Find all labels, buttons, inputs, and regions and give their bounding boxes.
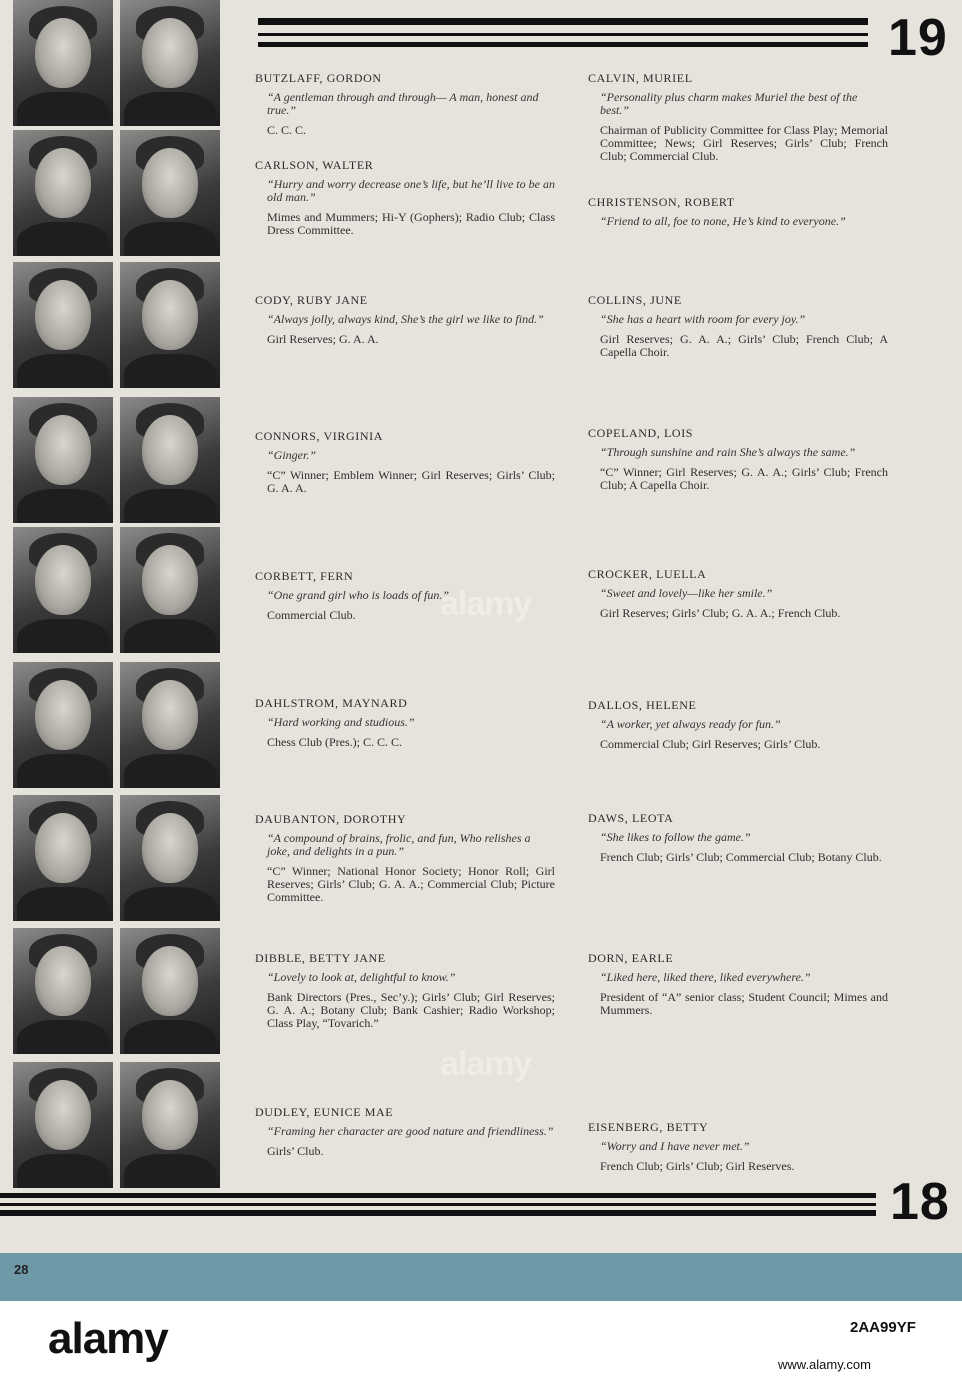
student-activities: President of “A” senior class; Student Council; Mimes and Mummers. xyxy=(600,990,888,1017)
student-name: BUTZLAFF, GORDON xyxy=(255,71,382,85)
student-portrait xyxy=(120,1062,220,1188)
student-entry xyxy=(255,1106,555,1158)
student-activities: “C” Winner; Girl Reserves; G. A. A.; Girls’ Club; French Club; A Capella Choir. xyxy=(600,465,888,492)
student-entry xyxy=(588,294,888,359)
student-portrait xyxy=(120,397,220,523)
student-quote: “A worker, yet always ready for fun.” xyxy=(600,717,781,731)
student-quote: “She has a heart with room for every joy.” xyxy=(600,312,806,326)
student-activities: “C” Winner; National Honor Society; Honor Roll; Girl Reserves; Girls’ Club; G. A. A.; Commercial Club; Picture Committee. xyxy=(267,864,555,904)
student-portrait xyxy=(13,130,113,256)
student-portrait xyxy=(120,130,220,256)
student-portrait xyxy=(13,262,113,388)
student-name: COPELAND, LOIS xyxy=(588,426,694,440)
student-name: CARLSON, WALTER xyxy=(255,158,374,172)
student-activities: Mimes and Mummers; Hi-Y (Gophers); Radio Club; Class Dress Committee. xyxy=(267,210,555,237)
student-activities: Bank Directors (Pres., Sec’y.); Girls’ Club; Girl Reserves; G. A. A.; Botany Club; Bank Cashier; Radio Workshop; Class Play, “Tovarich.” xyxy=(267,990,555,1030)
top-rule xyxy=(258,18,868,25)
top-rule xyxy=(258,33,868,36)
top-rule xyxy=(258,42,868,47)
student-portrait xyxy=(120,262,220,388)
student-entry xyxy=(255,159,555,237)
student-entry xyxy=(255,813,555,904)
student-activities: Chairman of Publicity Committee for Class Play; Memorial Committee; News; Girl Reserves; Girls’ Club; French Club; Commercial Club. xyxy=(600,123,888,163)
bottom-rule xyxy=(0,1203,876,1206)
page-number-bottom: 18 xyxy=(890,1173,950,1231)
student-portrait xyxy=(120,527,220,653)
student-portrait xyxy=(120,662,220,788)
student-activities: Girl Reserves; G. A. A.; Girls’ Club; French Club; A Capella Choir. xyxy=(600,332,888,359)
student-entry xyxy=(255,697,555,749)
student-portrait xyxy=(120,0,220,126)
student-name: DUDLEY, EUNICE MAE xyxy=(255,1105,394,1119)
student-name: CONNORS, VIRGINIA xyxy=(255,429,383,443)
student-portrait xyxy=(13,928,113,1054)
student-name: DAWS, LEOTA xyxy=(588,811,674,825)
student-entry xyxy=(588,568,888,620)
student-quote: “Liked here, liked there, liked everywhere.” xyxy=(600,970,811,984)
student-quote: “A gentleman through and through— A man, honest and true.” xyxy=(267,90,539,117)
student-entry xyxy=(588,427,888,492)
student-name: DALLOS, HELENE xyxy=(588,698,697,712)
student-quote: “Ginger.” xyxy=(267,448,317,462)
student-name: CHRISTENSON, ROBERT xyxy=(588,195,735,209)
student-entry xyxy=(255,430,555,495)
student-quote: “Personality plus charm makes Muriel the best of the best.” xyxy=(600,90,858,117)
student-quote: “She likes to follow the game.” xyxy=(600,830,751,844)
student-entry xyxy=(588,72,888,163)
student-quote: “Friend to all, foe to none, He’s kind to everyone.” xyxy=(600,214,846,228)
student-name: DIBBLE, BETTY JANE xyxy=(255,951,386,965)
watermark-logo: alamy xyxy=(440,1045,532,1083)
student-name: EISENBERG, BETTY xyxy=(588,1120,709,1134)
student-entry xyxy=(255,72,555,137)
student-activities: C. C. C. xyxy=(267,123,307,137)
student-quote: “Worry and I have never met.” xyxy=(600,1139,750,1153)
student-portrait xyxy=(120,928,220,1054)
student-entry xyxy=(588,812,888,864)
student-name: CROCKER, LUELLA xyxy=(588,567,707,581)
student-entry xyxy=(588,196,888,235)
watermark-logo: alamy xyxy=(440,585,532,623)
student-activities: Commercial Club; Girl Reserves; Girls’ Club. xyxy=(600,737,821,751)
student-activities: Girls’ Club. xyxy=(267,1144,324,1158)
student-name: CORBETT, FERN xyxy=(255,569,354,583)
student-name: DORN, EARLE xyxy=(588,951,674,965)
student-portrait xyxy=(13,527,113,653)
student-name: DAUBANTON, DOROTHY xyxy=(255,812,407,826)
student-activities: French Club; Girls’ Club; Commercial Club; Botany Club. xyxy=(600,850,882,864)
bottom-rule xyxy=(0,1210,876,1216)
bottom-rule xyxy=(0,1193,876,1198)
student-quote: “Sweet and lovely—like her smile.” xyxy=(600,586,773,600)
student-entry xyxy=(588,699,888,751)
student-entry xyxy=(255,952,555,1030)
student-quote: “Lovely to look at, delightful to know.” xyxy=(267,970,456,984)
student-quote: “Hard working and studious.” xyxy=(267,715,415,729)
student-portrait xyxy=(13,397,113,523)
student-entry xyxy=(255,294,555,346)
teal-band xyxy=(0,1253,962,1301)
student-entry xyxy=(588,1121,888,1173)
student-activities: French Club; Girls’ Club; Girl Reserves. xyxy=(600,1159,795,1173)
student-activities: Commercial Club. xyxy=(267,608,356,622)
alamy-logo: alamy xyxy=(48,1314,168,1363)
student-name: CODY, RUBY JANE xyxy=(255,293,368,307)
student-activities: Girl Reserves; G. A. A. xyxy=(267,332,379,346)
student-quote: “Framing her character are good nature and friendliness.” xyxy=(267,1124,554,1138)
student-activities: “C” Winner; Emblem Winner; Girl Reserves; Girls’ Club; G. A. A. xyxy=(267,468,555,495)
page-number-top: 19 xyxy=(888,9,948,67)
student-name: COLLINS, JUNE xyxy=(588,293,682,307)
student-quote: “Through sunshine and rain She’s always the same.” xyxy=(600,445,856,459)
image-id: 2AA99YF xyxy=(850,1319,916,1336)
alamy-url: www.alamy.com xyxy=(778,1357,871,1372)
student-name: DAHLSTROM, MAYNARD xyxy=(255,696,408,710)
student-portrait xyxy=(13,1062,113,1188)
student-quote: “One grand girl who is loads of fun.” xyxy=(267,588,450,602)
student-portrait xyxy=(13,662,113,788)
student-quote: “A compound of brains, frolic, and fun, Who relishes a joke, and delights in a pun.” xyxy=(267,831,531,858)
student-activities: Girl Reserves; Girls’ Club; G. A. A.; French Club. xyxy=(600,606,841,620)
student-quote: “Hurry and worry decrease one’s life, but he’ll live to be an old man.” xyxy=(267,177,555,204)
student-activities: Chess Club (Pres.); C. C. C. xyxy=(267,735,403,749)
student-entry xyxy=(588,952,888,1017)
student-portrait xyxy=(13,0,113,126)
student-quote: “Always jolly, always kind, She’s the girl we like to find.” xyxy=(267,312,544,326)
student-portrait xyxy=(13,795,113,921)
student-portrait xyxy=(120,795,220,921)
folio: 28 xyxy=(14,1262,29,1277)
student-name: CALVIN, MURIEL xyxy=(588,71,693,85)
